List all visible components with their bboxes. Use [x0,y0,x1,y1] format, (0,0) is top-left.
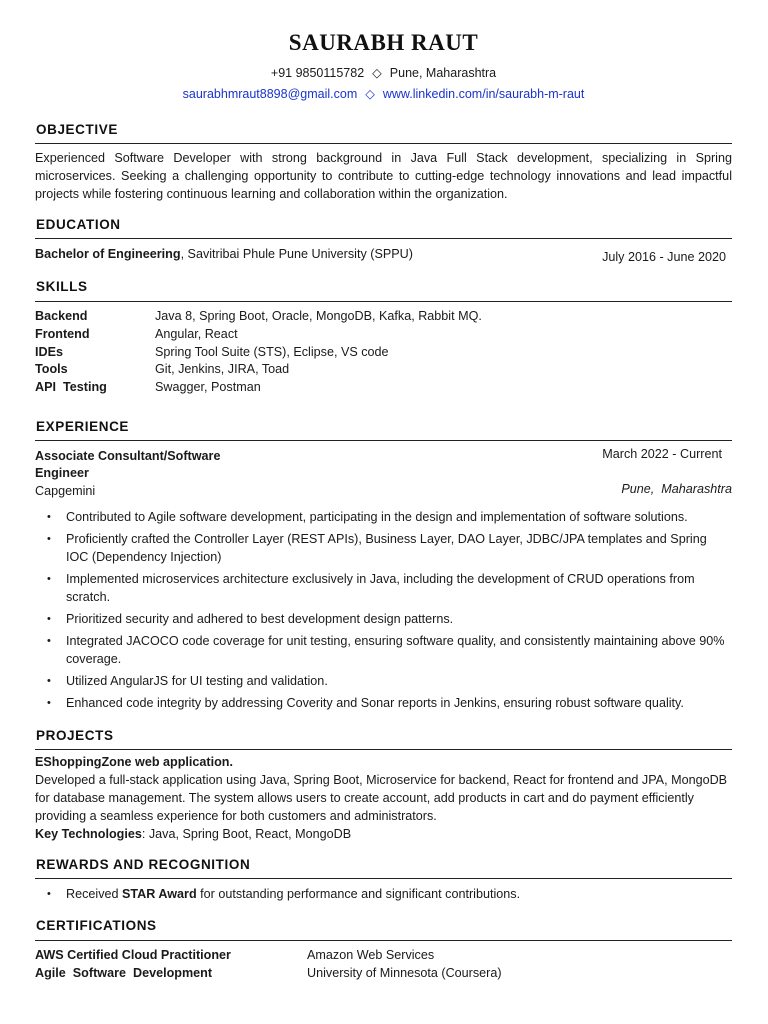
section-divider [35,143,732,144]
section-divider [35,440,732,441]
job-title-line1: Associate Consultant/Software [35,449,221,463]
candidate-name: SAURABH RAUT [288,30,479,55]
award-name: STAR Award [122,887,197,901]
skill-value-ides: Spring Tool Suite (STS), Eclipse, VS code [155,345,389,359]
list-item: • Contributed to Agile software development, participating in the design and implementation of software solutions. [57,508,732,526]
degree-name: Bachelor of Engineering [35,247,181,261]
skill-label-ides: IDEs [35,345,63,359]
skill-label-api-testing: API Testing [35,380,107,394]
education-heading: EDUCATION [36,217,121,232]
objective-text: Experienced Software Developer with strong background in Java Full Stack development, specializing in Spring microservices. Seeking a challenging opportunity to contribute to cutting-edge technology innovations and lead impactful projects while fostering continuous learning and collaboration within the organization. [35,151,732,201]
job-dates: March 2022 - Current [602,447,722,461]
skill-label-frontend: Frontend [35,327,90,341]
education-dates: July 2016 - June 2020 [602,250,726,264]
skill-value-frontend: Angular, React [155,327,238,341]
diamond-separator-icon: ◇ [365,87,375,101]
skill-label-backend: Backend [35,309,88,323]
list-item: • Enhanced code integrity by addressing Coverity and Sonar reports in Jenkins, ensuring robust software quality. [57,694,732,712]
cert-issuer-agile: University of Minnesota (Coursera) [307,966,502,980]
experience-bullets [57,508,732,716]
skills-heading: SKILLS [36,279,88,294]
list-item: • Integrated JACOCO code coverage for unit testing, ensuring software quality, and consistently maintaining above 90% coverage. [57,632,732,668]
phone-number: +91 9850115782 [270,66,365,80]
reward-prefix: Received [66,887,123,901]
location-text: Pune, Maharashtra [389,66,497,80]
projects-heading: PROJECTS [36,728,114,743]
objective-heading: OBJECTIVE [36,122,118,137]
section-divider [35,749,732,750]
skill-value-backend: Java 8, Spring Boot, Oracle, MongoDB, Kafka, Rabbit MQ. [155,309,482,323]
cert-label-agile: Agile Software Development [35,966,213,980]
cert-label-aws: AWS Certified Cloud Practitioner [35,948,231,962]
rewards-bullets [57,885,732,907]
job-location: Pune, Maharashtra [621,482,732,496]
section-divider [35,301,732,302]
certifications-heading: CERTIFICATIONS [36,918,157,933]
project-name: EShoppingZone web application. [35,755,234,769]
skill-label-tools: Tools [35,362,68,376]
list-item: • Proficiently crafted the Controller Layer (REST APIs), Business Layer, DAO Layer, JDBC/JPA templates and Spring IOC (Dependency Injection) [57,530,732,566]
linkedin-link[interactable]: www.linkedin.com/in/saurabh-m-raut [382,87,585,101]
section-divider [35,238,732,239]
email-link[interactable]: saurabhmraut8898@gmail.com [182,87,358,101]
experience-heading: EXPERIENCE [36,419,130,434]
technologies-value: : Java, Spring Boot, React, MongoDB [141,827,352,841]
project-description: Developed a full-stack application using Java, Spring Boot, Microservice for backend, React for frontend and JPA, MongoDB for database management. The system allows users to create account, add products in cart and do payment efficiently providing a seamless experience for both customers and administrators. [35,773,728,823]
project-technologies [35,825,732,843]
technologies-label: Key Technologies [35,827,142,841]
reward-suffix: for outstanding performance and significant contributions. [196,887,521,901]
skill-value-tools: Git, Jenkins, JIRA, Toad [155,362,290,376]
list-item: • Implemented microservices architecture exclusively in Java, including the development of CRUD operations from scratch. [57,570,732,606]
job-title-line2: Engineer [35,466,89,480]
section-divider [35,878,732,879]
university-name: , Savitribai Phule Pune University (SPPU) [180,247,413,261]
cert-issuer-aws: Amazon Web Services [307,948,435,962]
rewards-heading: REWARDS AND RECOGNITION [36,857,251,872]
list-item: • Utilized AngularJS for UI testing and validation. [57,672,732,690]
contact-line [35,65,732,80]
section-divider [35,940,732,941]
links-line [35,86,732,101]
diamond-separator-icon: ◇ [372,66,382,80]
list-item [57,885,732,903]
list-item: • Prioritized security and adhered to best development design patterns. [57,610,732,628]
skill-value-api-testing: Swagger, Postman [155,380,261,394]
company-name: Capgemini [35,484,96,498]
